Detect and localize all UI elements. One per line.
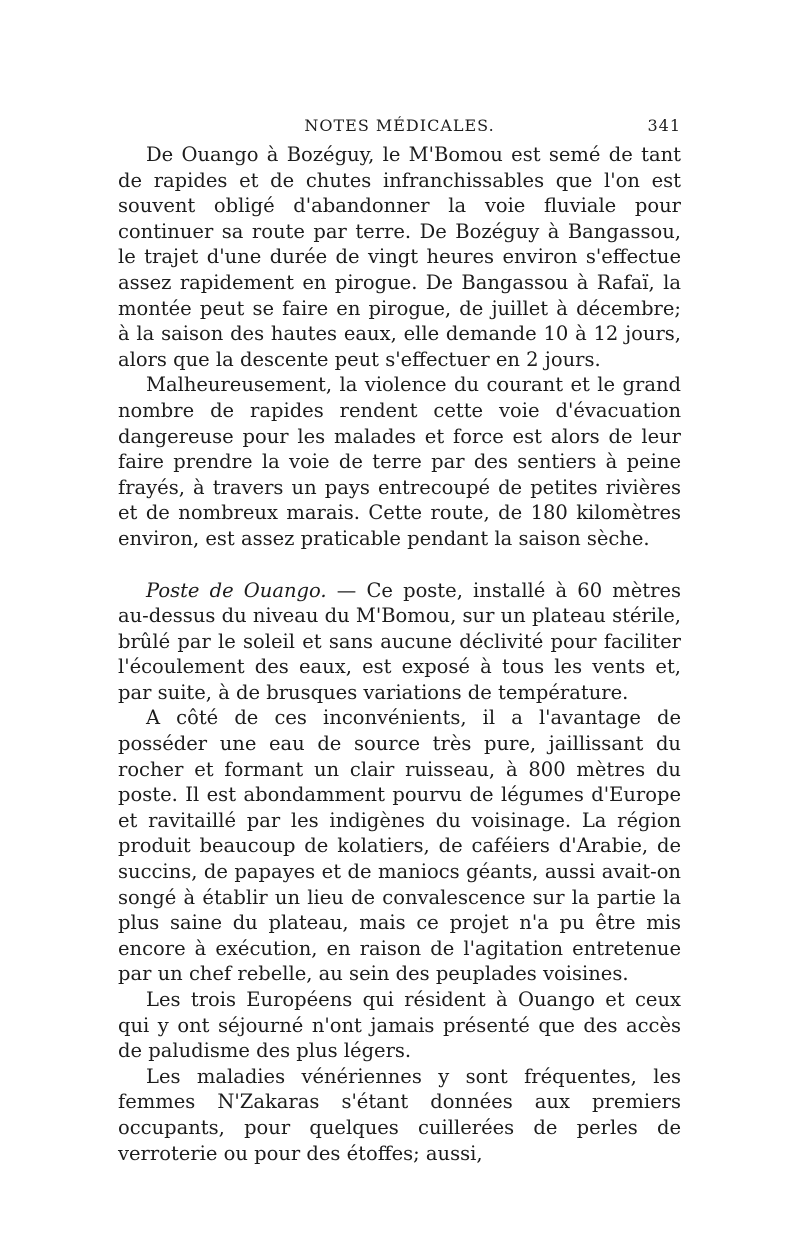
section-gap [118,552,681,578]
paragraph: Les maladies vénériennes y sont fréquentes, les femmes N'Zakaras s'étant données aux premiers occupants, pour quelques cuillerées de perles de verroterie ou pour des étoffes; aussi, [118,1064,681,1165]
paragraph [118,578,681,706]
section-heading: Poste de Ouango. [146,578,327,602]
page-number: 341 [647,116,681,135]
running-header [118,112,681,142]
paragraph-text: — Ce poste, installé à 60 mètres au-dessus du niveau du M'Bomou, sur un plateau stérile, brûlé par le soleil et sans aucune déclivité pour faciliter l'écoulement des eaux, est exposé à tous les vents et, par suite, à de brusques variations de température. [118,578,682,704]
running-title: NOTES MÉDICALES. [304,116,495,135]
paragraph: A côté de ces inconvénients, il a l'avantage de posséder une eau de source très pure, jaillissant du rocher et formant un clair ruisseau, à 800 mètres du poste. Il est abondamment pourvu de légumes d'Europe et ravitaillé par les indigènes du voisinage. La région produit beaucoup de kolatiers, de caféiers d'Arabie, de succins, de papayes et de maniocs géants, aussi avait-on songé à établir un lieu de convalescence sur la partie la plus saine du plateau, mais ce projet n'a pu être mis encore à exécution, en raison de l'agitation entretenue par un chef rebelle, au sein des peuplades voisines. [118,706,681,986]
paragraph: De Ouango à Bozéguy, le M'Bomou est semé de tant de rapides et de chutes infranchissables que l'on est souvent obligé d'abandonner la voie fluviale pour continuer sa route par terre. De Bozéguy à Bangassou, le trajet d'une durée de vingt heures environ s'effectue assez rapidement en pirogue. De Bangassou à Rafaï, la montée peut se faire en pirogue, de juillet à décembre; à la saison des hautes eaux, elle demande 10 à 12 jours, alors que la descente peut s'effectuer en 2 jours. [118,143,681,371]
paragraph: Malheureusement, la violence du courant et le grand nombre de rapides rendent cette voie d'évacuation dangereuse pour les malades et force est alors de leur faire prendre la voie de terre par des sentiers à peine frayés, à travers un pays entrecoupé de petites rivières et de nombreux marais. Cette route, de 180 kilomètres environ, est assez praticable pendant la saison sèche. [118,373,681,550]
paragraph: Les trois Européens qui résident à Ouango et ceux qui y ont séjourné n'ont jamais présenté que des accès de paludisme des plus légers. [118,988,681,1063]
book-page [118,112,681,1166]
